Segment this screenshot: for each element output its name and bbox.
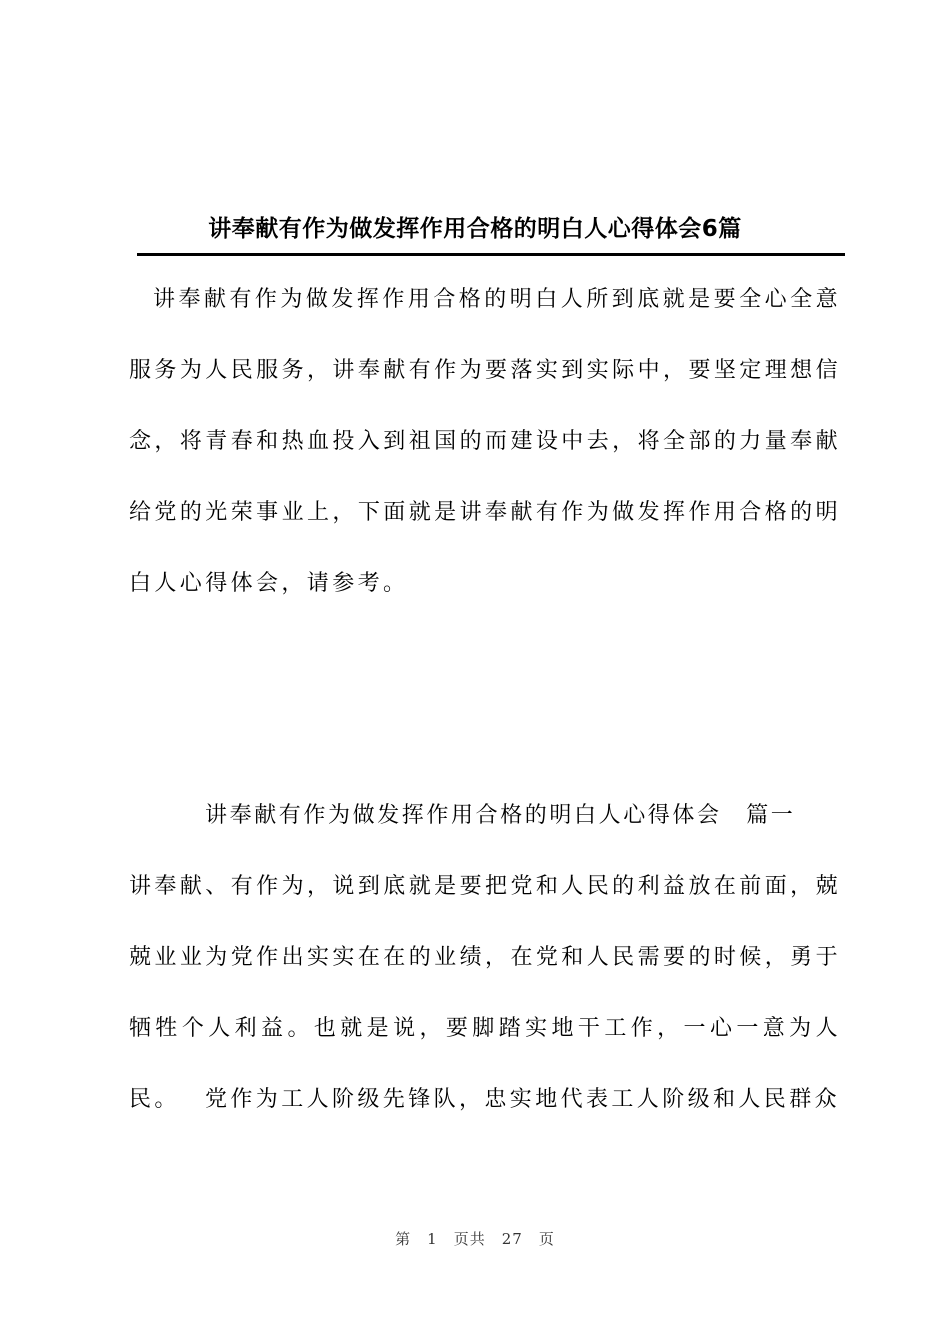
body-paragraph-1: 讲奉献、有作为，说到底就是要把党和人民的利益放在前面，兢兢业业为党作出实实在在的业绩，在党和人民需要的时候，勇于牺牲个人利益。也就是说，要脚踏实地干工作，一心一意为人民。 (129, 874, 841, 1112)
body-paragraph-2: 党作为工人阶级先锋队，忠实地代表工人阶级和人民群众 (205, 1087, 841, 1112)
intro-paragraph: 讲奉献有作为做发挥作用合格的明白人所到底就是要全心全意服务为人民服务，讲奉献有作为要落实到实际中，要坚定理想信念，将青春和热血投入到祖国的而建设中去，将全部的力量奉献给党的光荣事业上，下面就是讲奉献有作为做发挥作用合格的明白人心得体会，请参考。 (129, 287, 841, 596)
document-title: 讲奉献有作为做发挥作用合格的明白人心得体会6篇 (208, 216, 742, 243)
footer-prefix: 第 (395, 1230, 412, 1248)
footer-current-page: 1 (427, 1230, 438, 1248)
footer-total-pages: 27 (501, 1230, 523, 1248)
footer-suffix: 页 (538, 1230, 555, 1248)
page-footer (0, 1228, 950, 1249)
footer-middle: 页共 (453, 1230, 486, 1248)
section-heading: 讲奉献有作为做发挥作用合格的明白人心得体会 篇一 (205, 803, 796, 828)
title-underline (137, 253, 845, 256)
